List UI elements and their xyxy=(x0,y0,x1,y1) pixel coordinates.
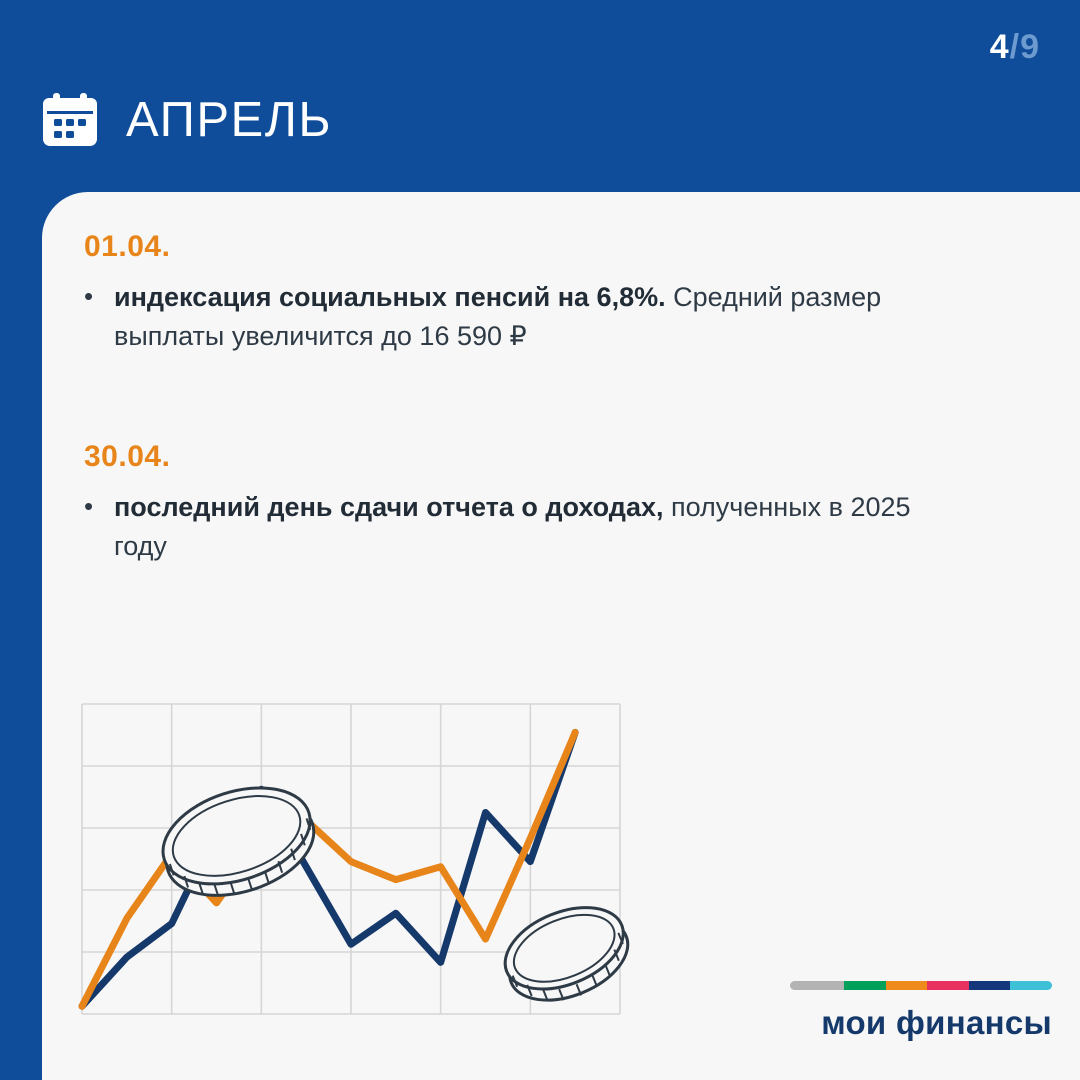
header xyxy=(42,92,332,148)
entry-text-bold: последний день сдачи отчета о доходах, xyxy=(114,492,664,522)
entry-block-1 xyxy=(84,230,944,356)
coin-small-icon xyxy=(493,892,640,1018)
entry-bullet-row xyxy=(84,278,944,356)
chart-series-group xyxy=(82,732,575,1006)
entry-date: 01.04. xyxy=(84,230,171,263)
content-card xyxy=(42,192,1080,1080)
page-counter xyxy=(990,28,1040,67)
entry-bullet-row xyxy=(84,488,944,566)
logo-bar-0 xyxy=(790,981,844,990)
page-current: 4 xyxy=(989,28,1010,66)
page-title: АПРЕЛЬ xyxy=(126,93,333,147)
logo-color-bars xyxy=(790,981,1052,990)
logo-bar-4 xyxy=(969,981,1011,990)
entry-text-rest: полученных в 2025 году xyxy=(114,492,911,561)
logo-bar-2 xyxy=(886,981,928,990)
page-total: 9 xyxy=(1020,28,1040,66)
bullet-dot: • xyxy=(84,281,94,311)
chart-line-orange-line xyxy=(82,732,575,1006)
brand-logo xyxy=(790,981,1052,1042)
entry-text xyxy=(114,488,944,566)
logo-bar-1 xyxy=(844,981,886,990)
entry-date: 30.04. xyxy=(84,440,171,473)
chart-line-blue-line xyxy=(82,732,575,1006)
bullet-dot: • xyxy=(84,491,94,521)
coin-large-icon xyxy=(151,771,326,913)
entry-text-rest: Средний размер выплаты увеличится до 16 590 ₽ xyxy=(114,282,882,351)
logo-text: мои финансы xyxy=(821,1004,1052,1041)
logo-bar-3 xyxy=(927,981,969,990)
calendar-icon xyxy=(42,93,98,147)
entry-block-2 xyxy=(84,440,944,566)
entry-text xyxy=(114,278,944,356)
logo-bar-5 xyxy=(1010,981,1052,990)
page-separator: / xyxy=(1009,28,1021,66)
entry-text-bold: индексация социальных пенсий на 6,8%. xyxy=(114,282,666,312)
